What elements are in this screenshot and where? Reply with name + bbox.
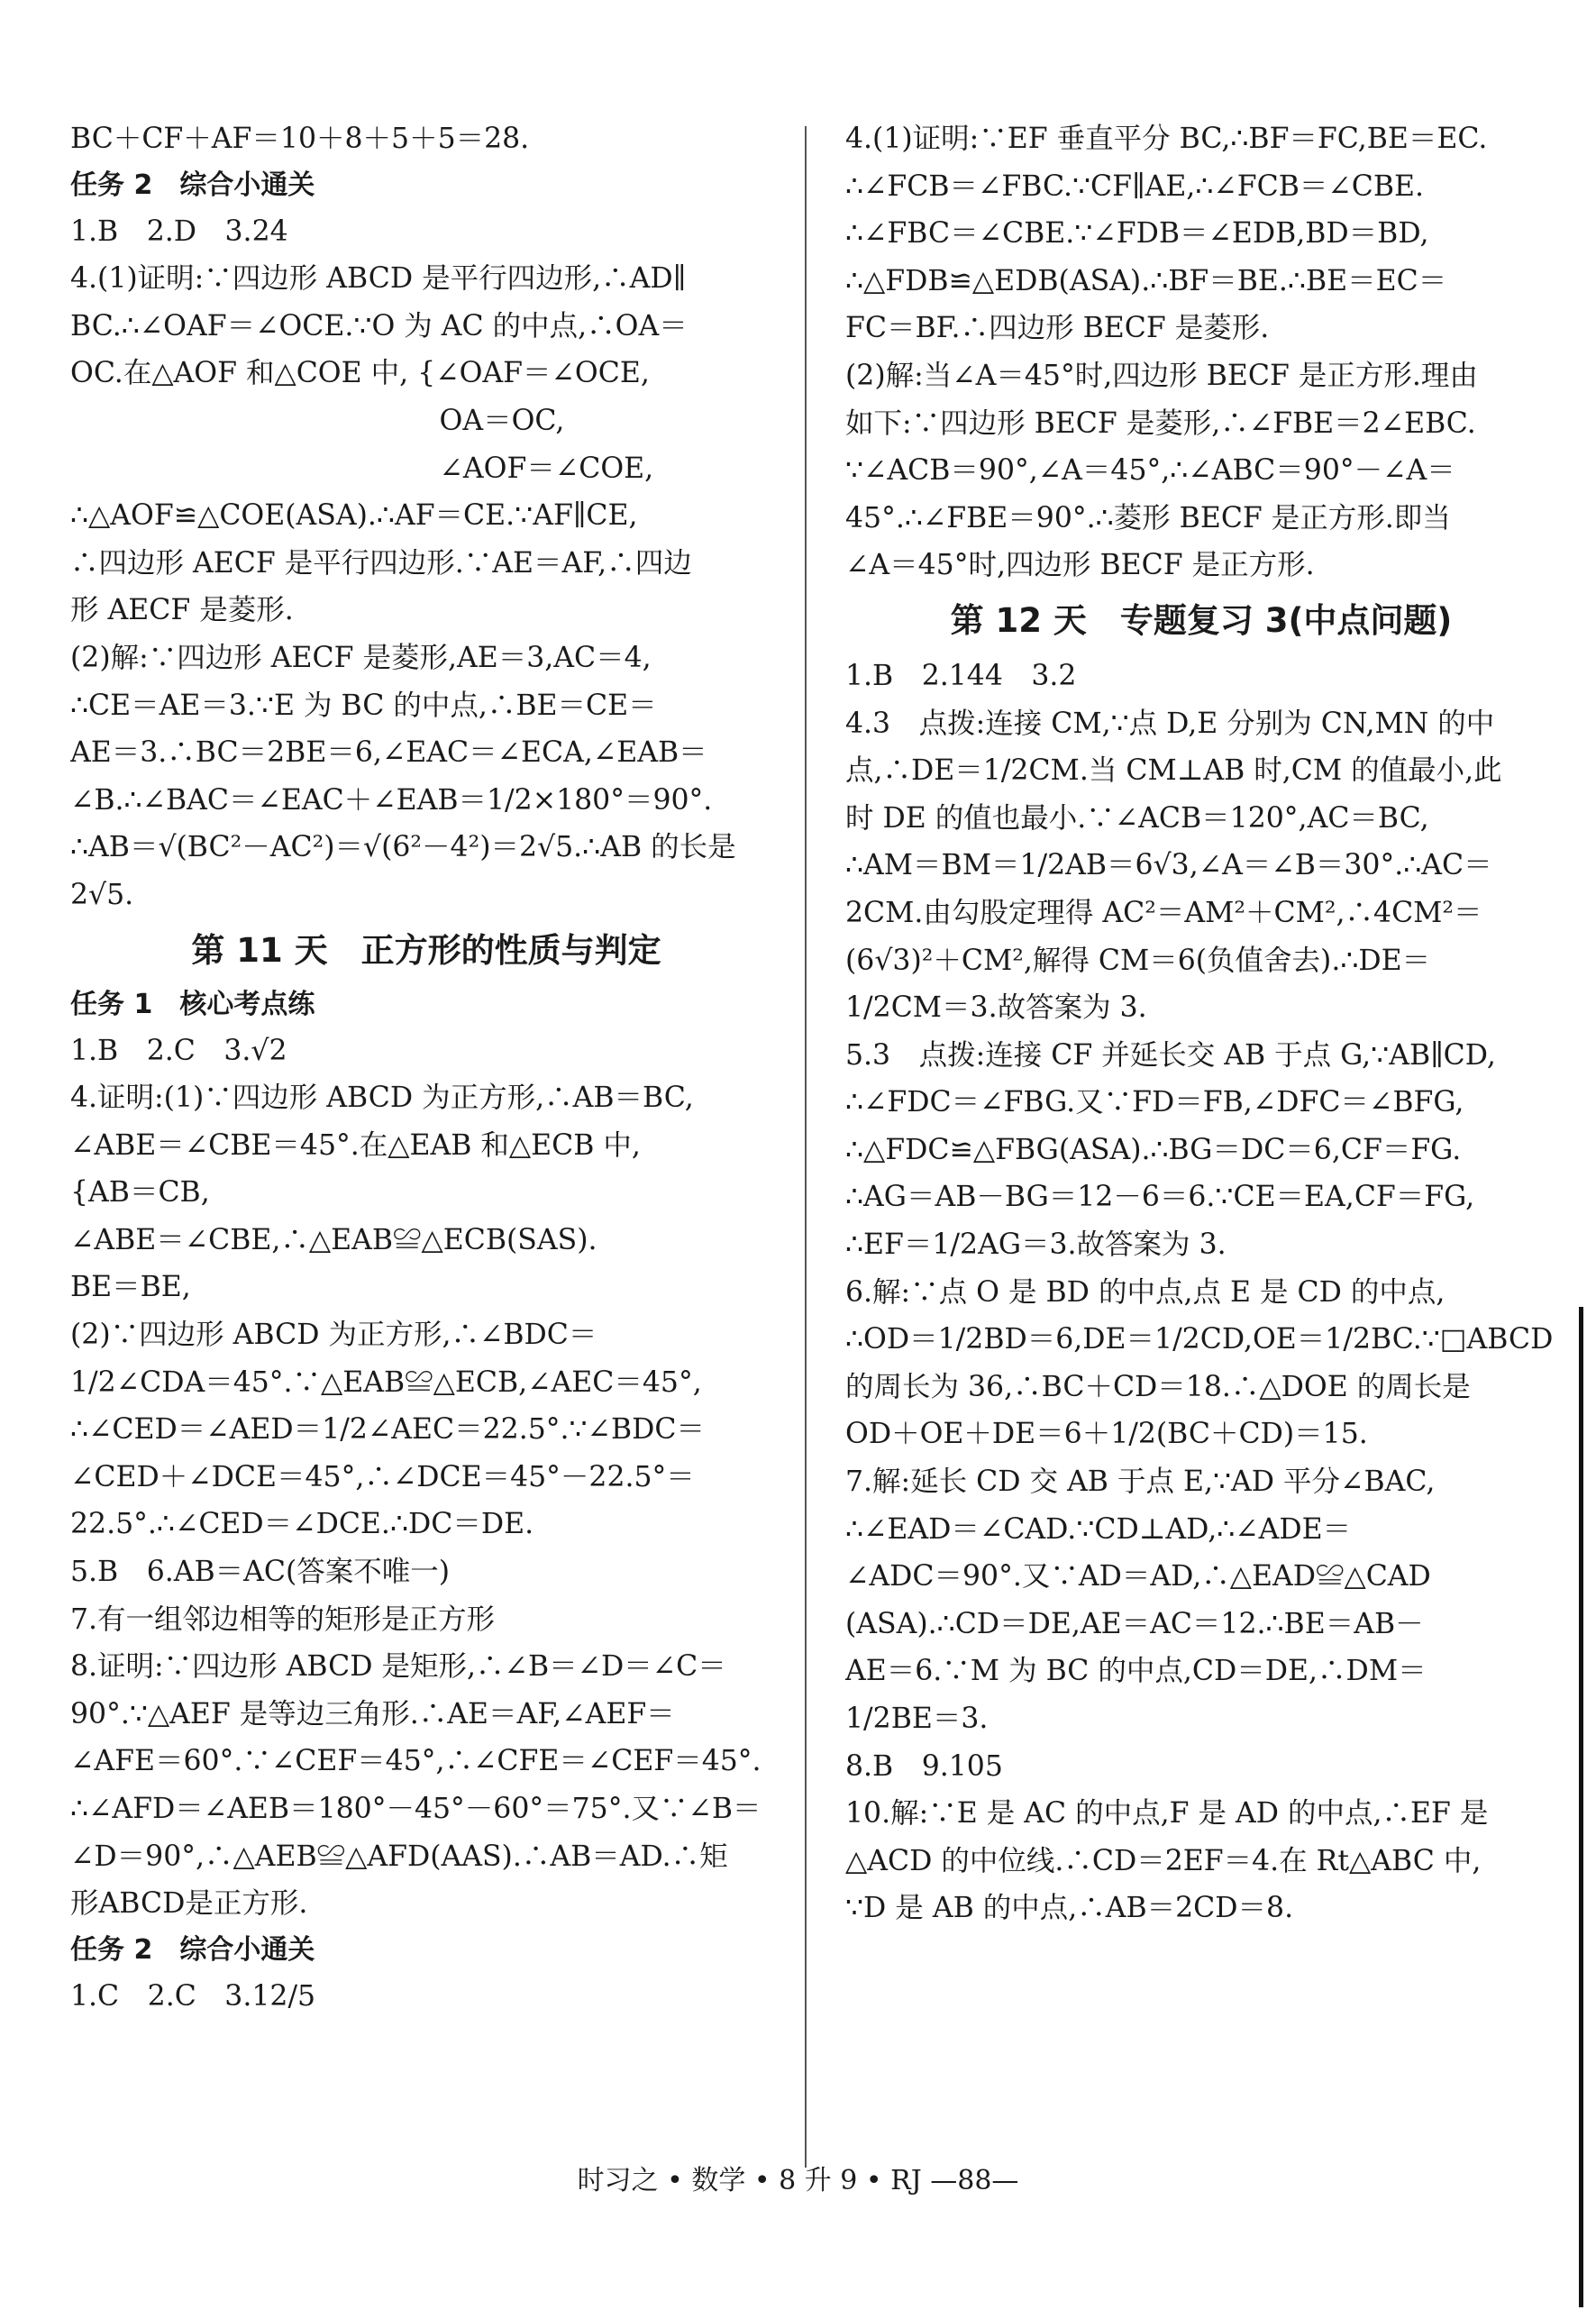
text-line: 任务 2 综合小通关 — [70, 1933, 315, 1966]
text-line: BE＝BE, — [70, 1271, 191, 1304]
text-line: ∴OD＝1/2BD＝6,DE＝1/2CD,OE＝1/2BC.∵□ABCD — [845, 1323, 1554, 1356]
page-footer: 时习之 • 数学 • 8 升 9 • RJ —88— — [577, 2165, 1019, 2196]
text-line: ∴∠FCB＝∠FBC.∵CF∥AE,∴∠FCB＝∠CBE. — [845, 169, 1425, 203]
text-line: 4.3 点拨:连接 CM,∵点 D,E 分别为 CN,MN 的中 — [845, 707, 1495, 740]
text-line: ∴△FDB≌△EDB(ASA).∴BF＝BE.∴BE＝EC＝ — [845, 264, 1447, 297]
text-line: 7.有一组邻边相等的矩形是正方形 — [70, 1602, 496, 1636]
text-line: 45°.∴∠FBE＝90°.∴菱形 BECF 是正方形.即当 — [845, 501, 1451, 534]
text-line: ∴CE＝AE＝3.∵E 为 BC 的中点,∴BE＝CE＝ — [70, 689, 657, 722]
text-line: ∠D＝90°,∴△AEB≌△AFD(AAS).∴AB＝AD.∴矩 — [70, 1840, 728, 1873]
text-line: 5.B 6.AB＝AC(答案不唯一) — [70, 1556, 451, 1589]
column-divider — [805, 126, 807, 2168]
text-line: ∴∠FBC＝∠CBE.∵∠FDB＝∠EDB,BD＝BD, — [845, 217, 1429, 251]
text-line: ∴AG＝AB－BG＝12－6＝6.∵CE＝EA,CF＝FG, — [845, 1181, 1475, 1214]
right-column — [845, 115, 1557, 1932]
text-line: ∴△FDC≌△FBG(ASA).∴BG＝DC＝6,CF＝FG. — [845, 1133, 1462, 1166]
text-line: ∠AOF＝∠COE, — [70, 452, 654, 485]
text-line: FC＝BF.∴四边形 BECF 是菱形. — [845, 312, 1270, 345]
text-line: 22.5°.∴∠CED＝∠DCE.∴DC＝DE. — [70, 1508, 534, 1541]
text-line: ∠A＝45°时,四边形 BECF 是正方形. — [845, 549, 1315, 582]
text-line: ∠CED＋∠DCE＝45°,∴∠DCE＝45°－22.5°＝ — [70, 1460, 695, 1493]
text-line: 点,∴DE＝1/2CM.当 CM⊥AB 时,CM 的值最小,此 — [845, 754, 1502, 788]
text-line: ∵D 是 AB 的中点,∴AB＝2CD＝8. — [845, 1892, 1294, 1925]
left-column — [70, 115, 782, 2020]
page-edge-rule — [1579, 1307, 1583, 2307]
text-line: △ACD 的中位线.∴CD＝2EF＝4.在 Rt△ABC 中, — [845, 1844, 1482, 1877]
text-line: ∠AFE＝60°.∵∠CEF＝45°,∴∠CFE＝∠CEF＝45°. — [70, 1745, 762, 1778]
text-line: ∴EF＝1/2AG＝3.故答案为 3. — [845, 1228, 1227, 1262]
text-line: ∴△AOF≌△COE(ASA).∴AF＝CE.∵AF∥CE, — [70, 499, 638, 533]
text-line: 任务 2 综合小通关 — [70, 169, 315, 201]
text-line: 4.(1)证明:∵EF 垂直平分 BC,∴BF＝FC,BE＝EC. — [845, 123, 1488, 155]
section-title-day-11: 第 11 天 正方形的性质与判定 — [191, 930, 661, 970]
text-line: AE＝6.∵M 为 BC 的中点,CD＝DE,∴DM＝ — [845, 1655, 1427, 1688]
text-line: 10.解:∵E 是 AC 的中点,F 是 AD 的中点,∴EF 是 — [845, 1797, 1489, 1831]
text-line: 1/2∠CDA＝45°.∵△EAB≌△ECB,∠AEC＝45°, — [70, 1365, 702, 1399]
text-line: ∠ABE＝∠CBE＝45°.在△EAB 和△ECB 中, — [70, 1128, 641, 1162]
text-line: ∴AM＝BM＝1/2AB＝6√3,∠A＝∠B＝30°.∴AC＝ — [845, 849, 1492, 882]
text-line: (2)解:∵四边形 AECF 是菱形,AE＝3,AC＝4, — [70, 641, 652, 674]
right-block-1 — [845, 115, 1557, 589]
text-line: 形 AECF 是菱形. — [70, 594, 294, 627]
right-block-2 — [845, 653, 1557, 1932]
text-line: ∴∠EAD＝∠CAD.∵CD⊥AD,∴∠ADE＝ — [845, 1512, 1352, 1546]
text-line: ∴∠CED＝∠AED＝1/2∠AEC＝22.5°.∵∠BDC＝ — [70, 1413, 705, 1447]
text-line: ∴四边形 AECF 是平行四边形.∵AE＝AF,∴四边 — [70, 546, 692, 580]
left-block-2 — [70, 982, 782, 2021]
text-line: 7.解:延长 CD 交 AB 于点 E,∵AD 平分∠BAC, — [845, 1465, 1436, 1499]
text-line: 5.3 点拨:连接 CF 并延长交 AB 于点 G,∵AB∥CD, — [845, 1038, 1496, 1072]
text-line: 1.C 2.C 3.12/5 — [70, 1979, 316, 2013]
text-line: 8.B 9.105 — [845, 1749, 1003, 1783]
text-line: 形ABCD是正方形. — [70, 1887, 308, 1921]
text-line: {AB＝CB, — [70, 1176, 210, 1210]
left-block-1 — [70, 115, 782, 919]
text-line: 6.解:∵点 O 是 BD 的中点,点 E 是 CD 的中点, — [845, 1275, 1446, 1309]
text-line: OA＝OC, — [70, 404, 565, 437]
text-line: 任务 1 核心考点练 — [70, 988, 315, 1020]
text-line: 2CM.由勾股定理得 AC²＝AM²＋CM²,∴4CM²＝ — [845, 896, 1482, 929]
text-line: 90°.∵△AEF 是等边三角形.∴AE＝AF,∠AEF＝ — [70, 1697, 675, 1730]
text-line: 1.B 2.D 3.24 — [70, 215, 288, 248]
text-line: BC＋CF＋AF＝10＋8＋5＋5＝28. — [70, 123, 530, 155]
text-line: (2)∵四边形 ABCD 为正方形,∴∠BDC＝ — [70, 1319, 597, 1352]
text-line: 4.证明:(1)∵四边形 ABCD 为正方形,∴AB＝BC, — [70, 1082, 694, 1115]
text-line: 8.证明:∵四边形 ABCD 是矩形,∴∠B＝∠D＝∠C＝ — [70, 1650, 726, 1684]
text-line: ∴AB＝√(BC²－AC²)＝√(6²－4²)＝2√5.∴AB 的长是 — [70, 831, 736, 864]
text-line: 1/2CM＝3.故答案为 3. — [845, 991, 1147, 1025]
text-line: 1.B 2.144 3.2 — [845, 659, 1077, 692]
text-line: OD＋OE＋DE＝6＋1/2(BC＋CD)＝15. — [845, 1418, 1368, 1451]
text-line: OC.在△AOF 和△COE 中, {∠OAF＝∠OCE, — [70, 357, 650, 390]
text-line: BC.∴∠OAF＝∠OCE.∵O 为 AC 的中点,∴OA＝ — [70, 309, 688, 342]
text-line: 4.(1)证明:∵四边形 ABCD 是平行四边形,∴AD∥ — [70, 262, 687, 296]
text-line: (6√3)²＋CM²,解得 CM＝6(负值舍去).∴DE＝ — [845, 944, 1431, 977]
text-line: AE＝3.∴BC＝2BE＝6,∠EAC＝∠ECA,∠EAB＝ — [70, 736, 707, 770]
text-line: ∴∠FDC＝∠FBG.又∵FD＝FB,∠DFC＝∠BFG, — [845, 1086, 1464, 1119]
text-line: (ASA).∴CD＝DE,AE＝AC＝12.∴BE＝AB－ — [845, 1607, 1424, 1640]
text-line: ∠ADC＝90°.又∵AD＝AD,∴△EAD≌△CAD — [845, 1560, 1431, 1593]
text-line: ∠ABE＝∠CBE,∴△EAB≌△ECB(SAS). — [70, 1223, 597, 1256]
text-line: 时 DE 的值也最小.∵∠ACB＝120°,AC＝BC, — [845, 801, 1429, 835]
text-line: (2)解:当∠A＝45°时,四边形 BECF 是正方形.理由 — [845, 359, 1478, 392]
text-line: 的周长为 36,∴BC＋CD＝18.∴△DOE 的周长是 — [845, 1370, 1471, 1403]
section-title-day-12: 第 12 天 专题复习 3(中点问题) — [950, 600, 1453, 640]
text-line: ∵∠ACB＝90°,∠A＝45°,∴∠ABC＝90°－∠A＝ — [845, 454, 1455, 488]
text-line: ∴∠AFD＝∠AEB＝180°－45°－60°＝75°.又∵∠B＝ — [70, 1793, 762, 1825]
text-line: 如下:∵四边形 BECF 是菱形,∴∠FBE＝2∠EBC. — [845, 406, 1476, 440]
text-line: 1/2BE＝3. — [845, 1703, 989, 1735]
text-line: 1.B 2.C 3.√2 — [70, 1034, 287, 1067]
text-line: ∠B.∴∠BAC＝∠EAC＋∠EAB＝1/2×180°＝90°. — [70, 783, 713, 817]
text-line: 2√5. — [70, 878, 134, 911]
